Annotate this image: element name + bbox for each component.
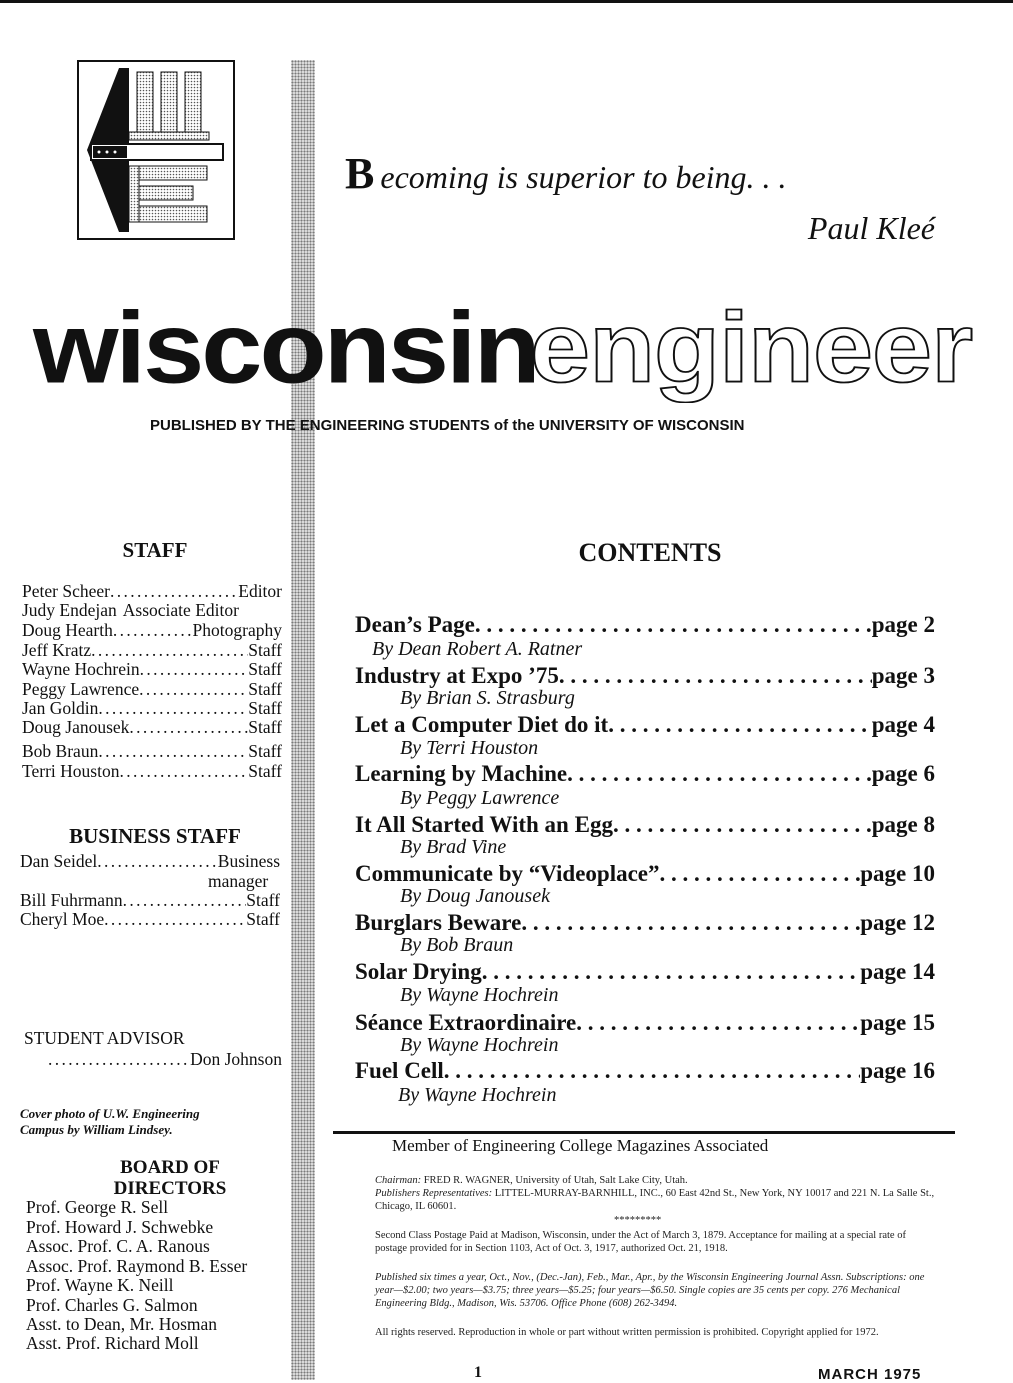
board-member: Prof. George R. Sell (26, 1197, 169, 1217)
quote-author: Paul Kleé (807, 210, 935, 246)
we-logo (77, 60, 235, 240)
cover-photo-credit: Cover photo of U.W. Engineering Campus by William Lindsey. (20, 1106, 200, 1137)
staff-row: Peter Scheer . . . Editor (22, 583, 282, 601)
staff-row: Doug Janousek . . . Staff (22, 719, 282, 737)
halftone-divider (291, 60, 315, 1380)
publisher-line: PUBLISHED BY THE ENGINEERING STUDENTS of the UNIVERSITY OF WISCONSIN (150, 417, 745, 434)
separator-stars: ********* (614, 1215, 662, 1226)
staff-row: Terri Houston . . . Staff (22, 763, 282, 781)
toc-byline: By Bob Braun (400, 934, 514, 956)
toc-entry[interactable]: Let a Computer Diet do it . . . page 4 (355, 713, 935, 736)
board-member: Asst. to Dean, Mr. Hosman (26, 1314, 218, 1334)
business-heading: BUSINESS STAFF (69, 824, 241, 848)
advisor-heading: STUDENT ADVISOR (24, 1028, 185, 1048)
staff-row: Peggy Lawrence . . . Staff (22, 681, 282, 699)
quote-text: ecoming is superior to being. . . (380, 159, 787, 195)
staff-row: Judy Endejan Associate Editor (22, 600, 239, 620)
we-emblem-icon (79, 62, 233, 238)
board-member: Prof. Wayne K. Neill (26, 1275, 174, 1295)
toc-entry[interactable]: Communicate by “Videoplace” . . . page 10 (355, 862, 935, 885)
published-text: Published six times a year, Oct., Nov., (Dec.-Jan), Feb., Mar., Apr., by the Wisconsin Engineering Journal Assn. Subscriptions: one year—$2.00; two years—$3.75; three years—$5.25; four years—$6.50. Single copies are 35 cents per copy. 276 Mechanical Engineering Bldg., Madison, Wis. 53706. Office Phone (608) 262-3494. (375, 1272, 925, 1310)
toc-entry[interactable]: Dean’s Page . . . page 2 (355, 613, 935, 636)
toc-entry[interactable]: It All Started With an Egg . . . page 8 (355, 813, 935, 836)
toc-entry[interactable]: Fuel Cell . . . page 16 (355, 1059, 935, 1082)
board-member: Prof. Howard J. Schwebke (26, 1217, 214, 1237)
reps-line: Publishers Representatives: LITTEL-MURRAY-BARNHILL, INC., 60 East 42nd St., New York, NY 10017 and 221 N. La Salle St., Chicago, IL 60601. (375, 1188, 935, 1213)
toc-entry[interactable]: Learning by Machine . . . page 6 (355, 762, 935, 785)
issue-date: MARCH 1975 (818, 1366, 922, 1383)
page-number: 1 (474, 1364, 482, 1381)
business-row: Bill Fuhrmann . . . Staff (20, 892, 280, 910)
board-heading: BOARD OF DIRECTORS (113, 1157, 227, 1199)
rights-text: All rights reserved. Reproduction in whole or part without written permission is prohibited. Copyright applied for 1972. (375, 1327, 879, 1338)
quote-initial: B (345, 149, 375, 198)
staff-heading: STAFF (122, 538, 188, 562)
postage-text: Second Class Postage Paid at Madison, Wisconsin, under the Act of March 3, 1879. Acceptance for mailing at a special rate of postage provided for in Section 1103, Act of Oct. 3, 1917, authorized Oct. 21, 1918. (375, 1230, 906, 1255)
quote (345, 148, 787, 199)
toc-byline: By Terri Houston (400, 737, 539, 759)
staff-row: Jan Goldin . . . Staff (22, 700, 282, 718)
masthead-engineer: engineer (530, 291, 973, 403)
board-member: Asst. Prof. Richard Moll (26, 1333, 199, 1353)
business-row: Dan Seidel . . . Business (20, 853, 280, 871)
board-member: Prof. Charles G. Salmon (26, 1295, 198, 1315)
board-member: Assoc. Prof. C. A. Ranous (26, 1236, 210, 1256)
staff-row: Wayne Hochrein . . . Staff (22, 661, 282, 679)
member-line: Member of Engineering College Magazines Associated (392, 1136, 769, 1155)
toc-byline: By Brian S. Strasburg (400, 687, 575, 709)
staff-row: Jeff Kratz . . . Staff (22, 642, 282, 660)
toc-byline: By Doug Janousek (400, 885, 550, 907)
chairman-line: Chairman: FRED R. WAGNER, University of Utah, Salt Lake City, Utah. (375, 1175, 688, 1186)
staff-row: Doug Hearth . . . Photography (22, 622, 282, 640)
advisor-row: . . . Don Johnson (48, 1051, 282, 1069)
toc-byline: By Wayne Hochrein (400, 1034, 559, 1056)
toc-entry[interactable]: Burglars Beware . . . page 12 (355, 911, 935, 934)
contents-heading: CONTENTS (578, 538, 722, 567)
masthead-wisconsin: wisconsin (33, 291, 538, 405)
toc-entry[interactable]: Industry at Expo ’75 . . . page 3 (355, 664, 935, 687)
toc-byline: By Wayne Hochrein (398, 1084, 557, 1106)
toc-byline: By Brad Vine (400, 836, 507, 858)
toc-entry[interactable]: Solar Drying . . . page 14 (355, 960, 935, 983)
toc-byline: By Dean Robert A. Ratner (372, 638, 583, 660)
toc-byline: By Peggy Lawrence (400, 787, 560, 809)
section-rule (333, 1131, 955, 1134)
board-member: Assoc. Prof. Raymond B. Esser (26, 1256, 248, 1276)
business-row: Cheryl Moe . . . Staff (20, 911, 280, 929)
business-role-cont: manager (208, 871, 269, 891)
top-rule (0, 0, 1013, 3)
staff-row: Bob Braun . . . Staff (22, 743, 282, 761)
toc-entry[interactable]: Séance Extraordinaire . . . page 15 (355, 1011, 935, 1034)
toc-byline: By Wayne Hochrein (400, 984, 559, 1006)
